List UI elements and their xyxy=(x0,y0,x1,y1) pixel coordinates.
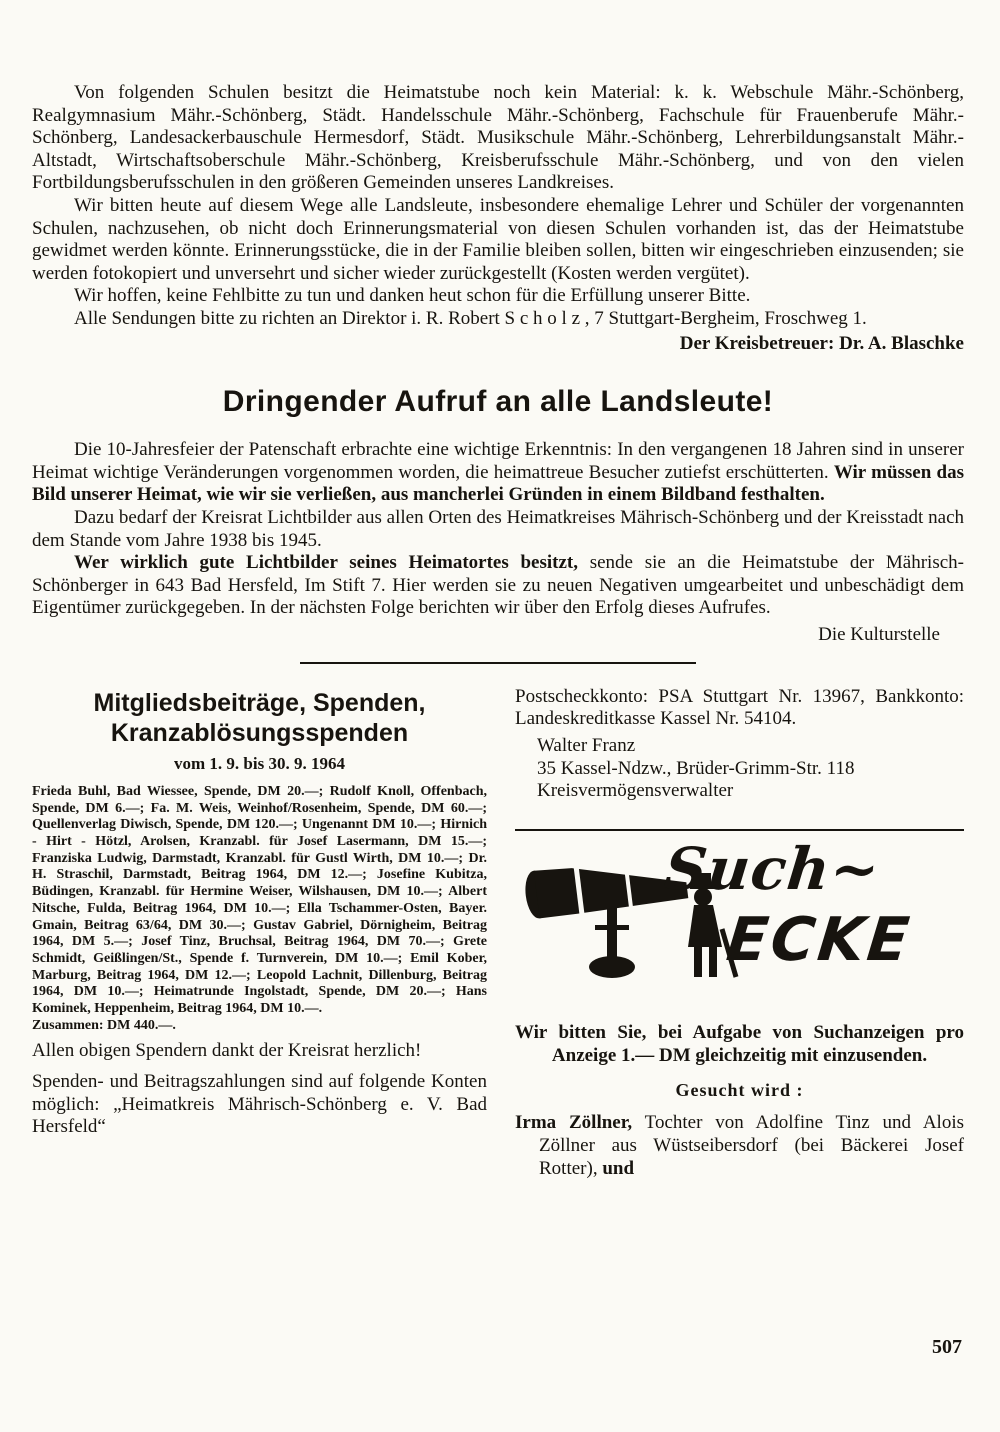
right-column xyxy=(515,686,964,1180)
such-ecke-word-such: Such~ xyxy=(661,834,884,903)
aufruf-section xyxy=(32,439,964,646)
two-column-section xyxy=(32,686,964,1180)
donations-total: Zusammen: DM 440.—. xyxy=(32,1017,176,1033)
search-ads-notice: Wir bitten Sie, bei Aufgabe von Suchanzeigen pro Anzeige 1.— DM gleichzeitig mit einzusenden. xyxy=(515,1021,964,1067)
page-number: 507 xyxy=(932,1336,962,1358)
aufruf-p1-emphasis: Wir müssen das Bild unserer Heimat, wie wir sie verließen, aus mancherlei Gründen in einem Bildband festhalten. xyxy=(32,461,964,506)
bank-accounts-text: Postscheckkonto: PSA Stuttgart Nr. 13967, Bankkonto: Landeskreditkasse Kassel Nr. 54104. xyxy=(515,685,964,730)
treasurer-address: 35 Kassel-Ndzw., Brüder-Grimm-Str. 118 xyxy=(537,757,855,779)
aufruf-heading: Dringender Aufruf an alle Landsleute! xyxy=(222,385,774,419)
aufruf-paragraph-1 xyxy=(32,439,964,507)
intro-section xyxy=(32,82,964,355)
contributions-date-range: vom 1. 9. bis 30. 9. 1964 xyxy=(174,753,345,773)
contributions-column xyxy=(32,686,487,1139)
aufruf-p1-text: Die 10-Jahresfeier der Patenschaft erbrachte eine wichtige Erkenntnis: In den vergangenen 18 Jahren sind in unserer Heimat wichtige Veränderungen vorgenommen worden, die heimattreue Besucher zutiefst erschütterten. xyxy=(32,439,964,483)
kreisbetreuer-signature: Der Kreisbetreuer: Dr. A. Blaschke xyxy=(679,332,964,354)
intro-paragraph-1: Von folgenden Schulen besitzt die Heimatstube noch kein Material: k. k. Webschule Mähr.-Schönberg, Realgymnasium Mähr.-Schönberg, Städt. Handelsschule Mähr.-Schönberg, Fachschule für Frauenberufe Mähr.-Schönberg, Landesackerbauschule Hermesdorf, Städt. Musikschule Mähr.-Schönberg, Lehrerbildungsanstalt Mähr.-Altstadt, Wirtschaftsoberschule Mähr.-Schönberg, Kreisberufsschule Mähr.-Schönberg, und von den vielen Fortbildungsberufsschulen in den größeren Gemeinden unseres Landkreises. xyxy=(32,82,964,194)
intro-paragraph-2: Wir bitten heute auf diesem Wege alle Landsleute, insbesondere ehemalige Lehrer und Schüler der vorgenannten Schulen, nachzusehen, ob nicht doch Erinnerungsmaterial von diesen Schulen vorhanden ist, das der Heimatstube gewidmet werden könnte. Erinnerungsstücke, die in der Familie bleiben sollen, bitten wir eingeschrieben einzusenden; sie werden fotokopiert und unversehrt und sicher wieder zurückgestellt (Kosten werden vergütet). xyxy=(32,194,964,284)
aufruf-paragraph-3 xyxy=(32,552,964,620)
search-entry-und: und xyxy=(602,1157,635,1179)
intro-paragraph-3: Wir hoffen, keine Fehlbitte zu tun und danken heut schon für die Erfüllung unserer Bitte. xyxy=(74,285,751,307)
contributions-heading xyxy=(32,688,487,748)
such-ecke-word-ecke: ECKE xyxy=(723,904,916,975)
search-entry xyxy=(515,1111,964,1180)
thanks-note: Allen obigen Spendern dankt der Kreisrat herzlich! xyxy=(32,1040,422,1062)
search-entry-text: Tochter von Adolfine Tinz und Alois Zöllner aus Wüstseibersdorf (bei Bäckerei Josef Rotter), xyxy=(539,1111,964,1179)
aufruf-p3-text: sende sie an die Heimatstube der Mährisch-Schönberger in 643 Bad Hersfeld, Im Stift 7. Hier werden sie zu neuen Negativen umgearbeitet und unbeschädigt dem Eigentümer zurückgegeben. In der nächsten Folge berichten wir über den Erfolg dieses Aufrufes. xyxy=(32,552,964,619)
donors-list: Frieda Buhl, Bad Wiessee, Spende, DM 20.—; Rudolf Knoll, Offenbach, Spende, DM 6.—; Fa. M. Weis, Weinhof/Rosenheim, Spende, DM 60.—; Quellenverlag Diwisch, Spende, DM 120.—; Ungenannt DM 10.—; Hirnich - Hirt - Hötzl, Arolsen, Kranzabl. für Josef Lasermann, DM 15.—; Franziska Ludwig, Darmstadt, Kranzabl. für Gustl Wirth, DM 10.—; Dr. H. Straschil, Darmstadt, Beitrag 1964, DM 12.—; Josefine Kubitza, Büdingen, Kranzabl. für Hermine Weiser, Wilshausen, DM 10.—; Albert Nitsche, Fulda, Beitrag 1964, DM 10.—; Ella Tschammer-Osten, Bayer. Gmain, Beitrag 63/64, DM 30.—; Gustav Gabriel, Dörnigheim, Beitrag 1964, DM 5.—; Josef Tinz, Bruchsal, Beitrag 1964, DM 70.—; Grete Schmidt, Geißlingen/St., Spende f. Turnverein, DM 10.—; Emil Kober, Marburg, Beitrag 1964, DM 12.—; Leopold Lachnit, Dillenburg, Beitrag 1964, DM 10.—; Heimatrunde Ingolstadt, Spende, DM 20.—; Hans Kominek, Heppenheim, Beitrag 1964, DM 10.—. xyxy=(32,783,487,1017)
treasurer-name: Walter Franz xyxy=(537,735,636,757)
section-divider xyxy=(300,662,696,664)
treasurer-role: Kreisvermögensverwalter xyxy=(537,780,734,802)
contributions-heading-line2: Kranzablösungsspenden xyxy=(110,718,409,747)
column-divider xyxy=(515,829,964,831)
gesucht-wird-header: Gesucht wird : xyxy=(675,1079,804,1100)
kulturstelle-signature: Die Kulturstelle xyxy=(818,623,940,645)
contributions-heading-line1: Mitgliedsbeiträge, Spenden, xyxy=(93,688,426,717)
accounts-note: Spenden- und Beitragszahlungen sind auf folgende Konten möglich: „Heimatkreis Mährisch-Schönberg e. V. Bad Hersfeld“ xyxy=(32,1071,487,1138)
search-entry-name: Irma Zöllner, xyxy=(515,1111,633,1133)
such-ecke-illustration xyxy=(515,834,964,1009)
tripod-stand-icon xyxy=(589,905,635,978)
aufruf-p3-emphasis: Wer wirklich gute Lichtbilder seines Heimatortes besitzt, xyxy=(74,552,578,574)
intro-paragraph-4: Alle Sendungen bitte zu richten an Direktor i. R. Robert S c h o l z , 7 Stuttgart-Bergheim, Froschweg 1. xyxy=(74,307,867,329)
aufruf-paragraph-2: Dazu bedarf der Kreisrat Lichtbilder aus allen Orten des Heimatkreises Mährisch-Schönberg und der Kreisstadt nach dem Stande vom Jahre 1938 bis 1945. xyxy=(32,506,964,551)
